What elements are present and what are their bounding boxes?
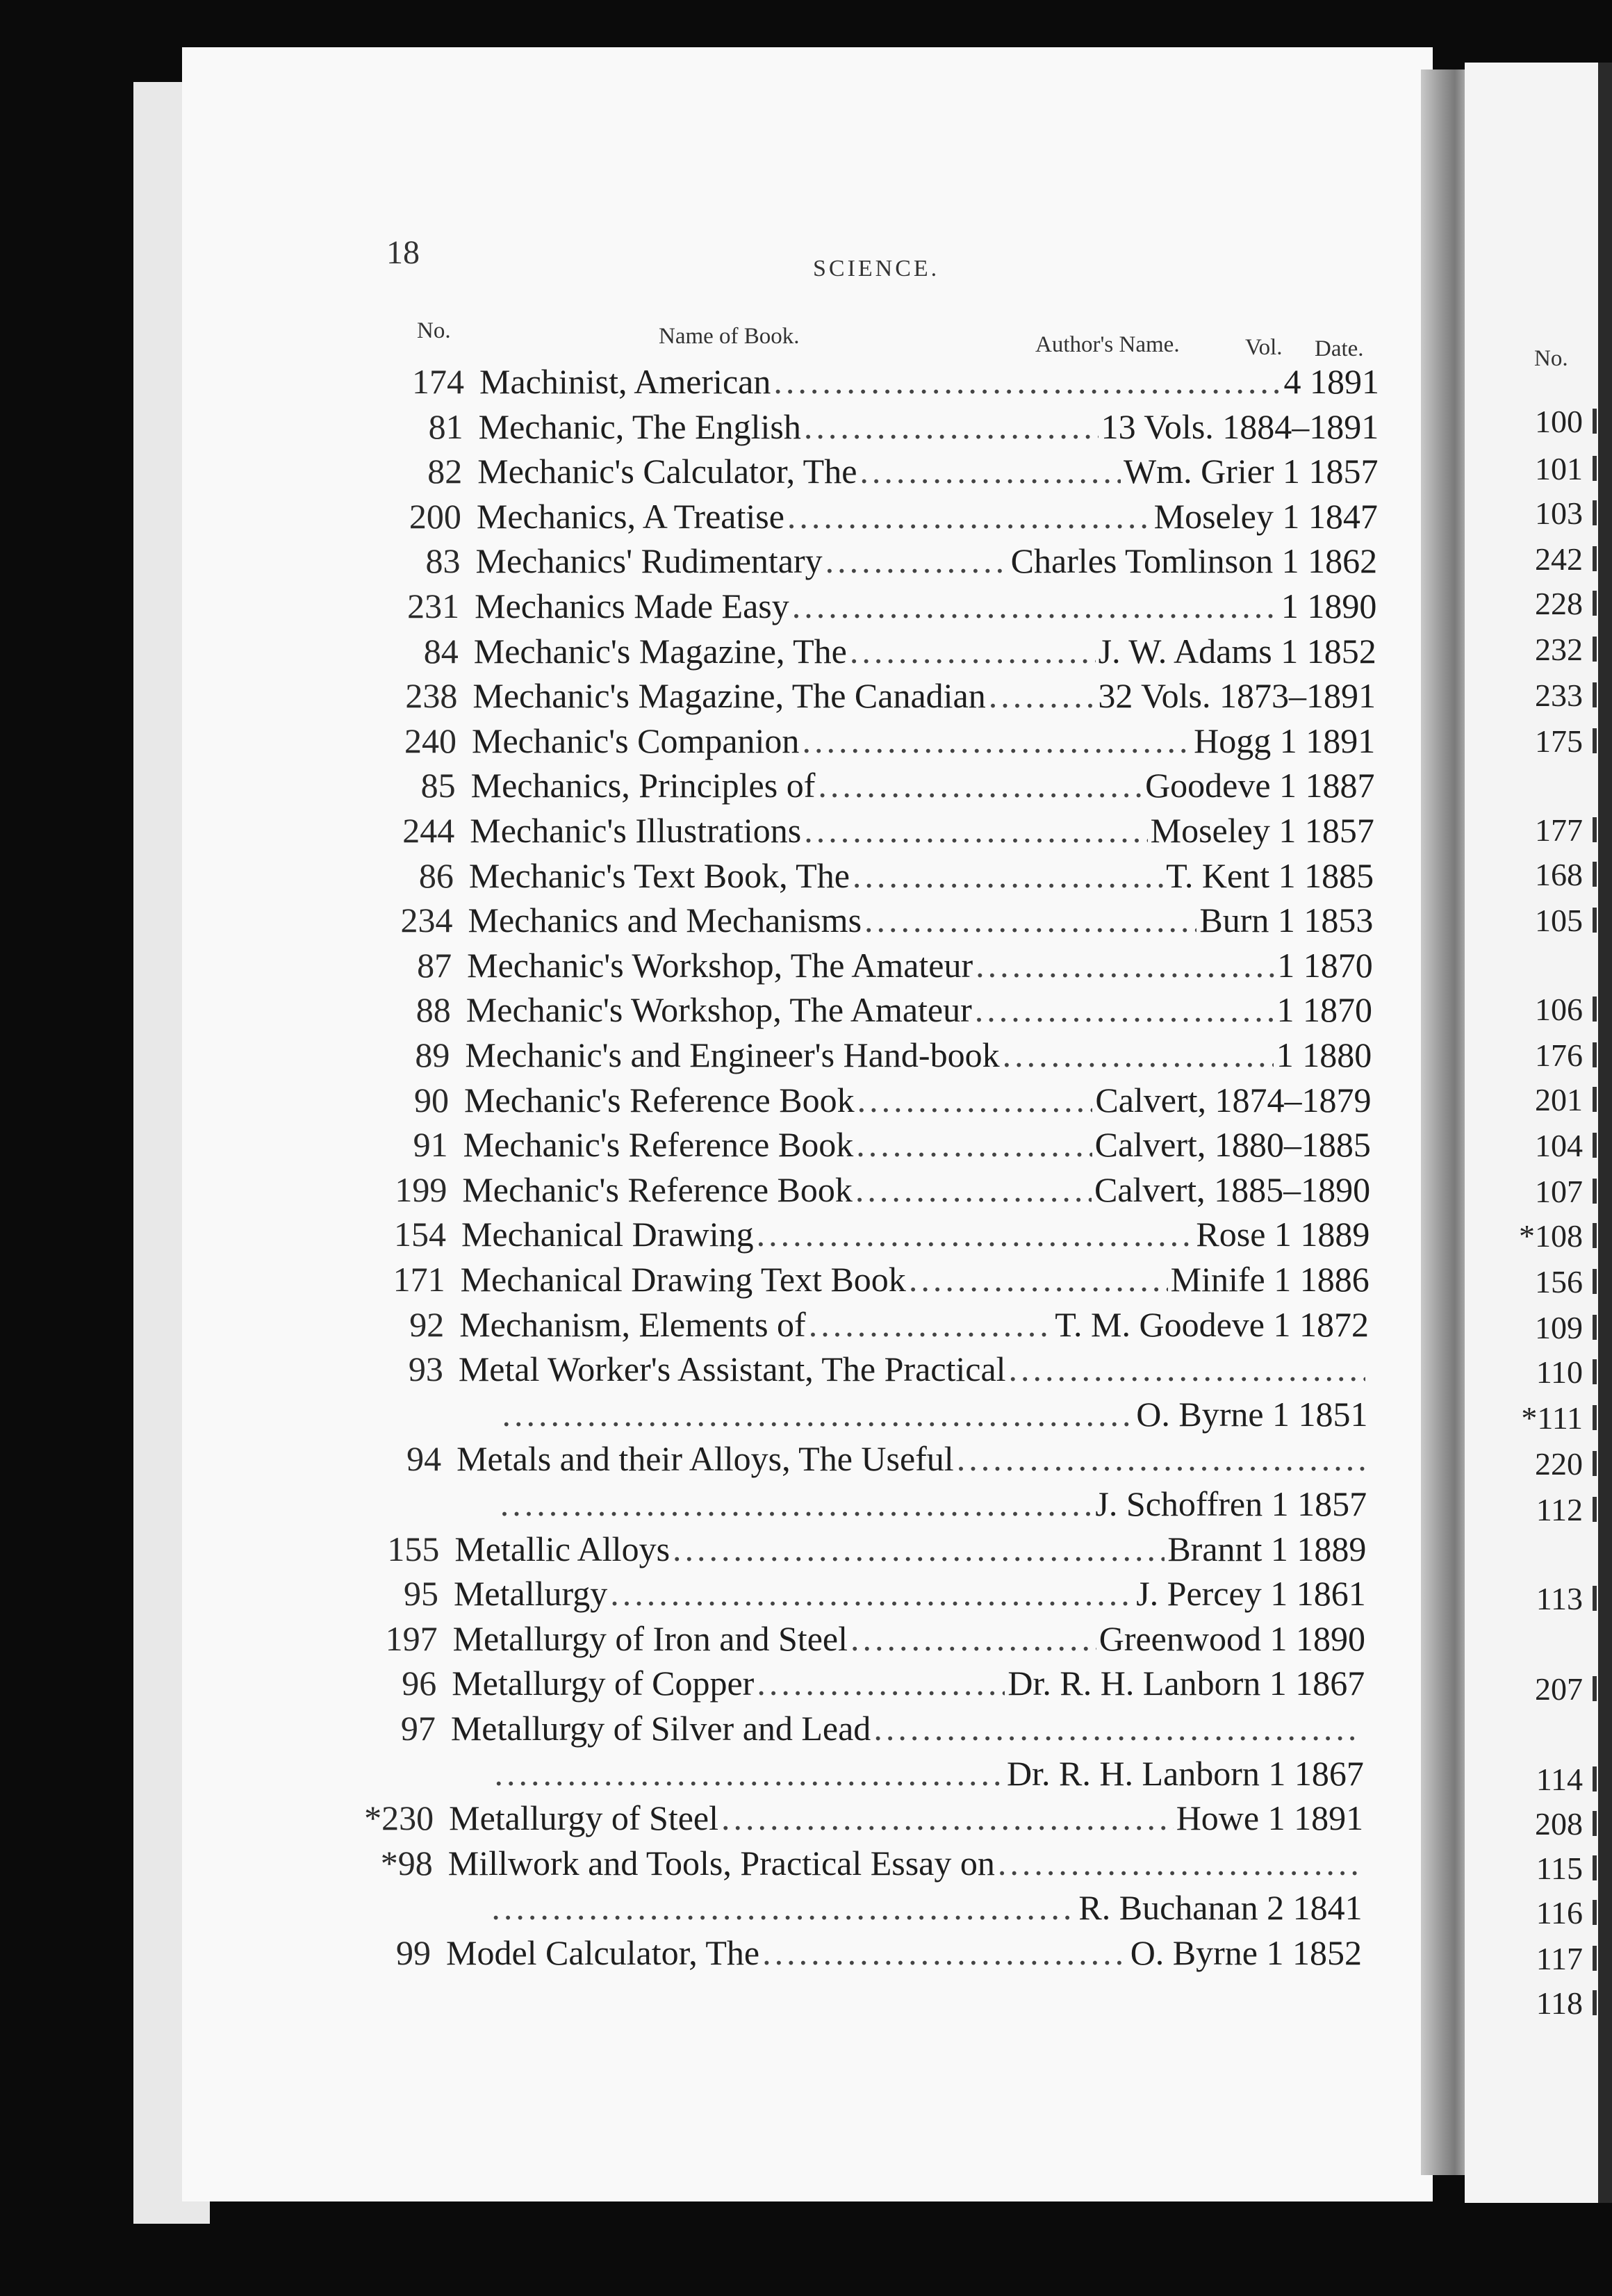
list-row [379,810,1374,855]
facing-page-entry-number: 220 [1535,1446,1583,1482]
book-title: Metallurgy of Copper [452,1664,755,1703]
entry-number: 244 [402,811,455,850]
facing-page-cropped-letter [1593,862,1597,887]
facing-page-cropped-letter [1593,500,1597,525]
dot-leader [825,541,1008,581]
entry-number: 197 [385,1618,438,1658]
list-row [386,541,1378,585]
author-vol-date: Goodeve 1 1887 [1145,766,1375,805]
list-row [381,765,1375,810]
facing-page-entry-number: *111 [1521,1400,1583,1436]
facing-page-cropped-letter [1593,908,1597,933]
facing-page-entry-number: 176 [1535,1038,1583,1073]
author-vol-date: O. Byrne 1 1851 [1136,1394,1368,1434]
facing-page-cropped-letter [1593,1451,1597,1476]
entry-number: 92 [409,1304,445,1344]
list-row [384,631,1376,675]
author-vol-date: Dr. R. H. Lanborn 1 1867 [1008,1664,1365,1703]
facing-page-cropped-letter [1593,456,1597,481]
facing-page-entry-number: 113 [1536,1581,1583,1616]
facing-page-cropped-letter [1593,409,1597,434]
author-vol-date: T. M. Goodeve 1 1872 [1055,1304,1369,1344]
entry-number: 84 [423,631,459,671]
dot-leader [856,1124,1092,1165]
entry-number: 199 [395,1170,447,1209]
book-title: Metal Worker's Assistant, The Practical [458,1350,1006,1389]
dot-leader [762,1933,1128,1973]
entry-number: 86 [418,855,454,895]
author-vol-date: Charles Tomlinson 1 1862 [1010,541,1378,581]
book-title: Mechanic's Magazine, The Canadian [472,676,986,716]
author-vol-date: T. Kent 1 1885 [1166,855,1374,895]
dot-leader [976,945,1274,985]
facing-page-cropped-letter [1593,1269,1597,1294]
dot-leader [1009,1349,1366,1389]
entry-number: 82 [427,452,463,491]
facing-page-cropped-letter [1593,1359,1597,1384]
facing-page-column-header: No. [1534,346,1568,371]
author-vol-date: Dr. R. H. Lanborn 1 1867 [1007,1753,1364,1793]
dot-leader [502,1394,1133,1434]
entry-number: 95 [403,1574,438,1614]
dot-leader [1003,1035,1274,1075]
author-vol-date: J. W. Adams 1 1852 [1098,631,1376,671]
facing-page-entry-number: 233 [1535,678,1583,713]
facing-page-cropped-letter [1593,1087,1597,1112]
entry-number: 87 [417,945,452,985]
list-row [361,1708,1365,1753]
facing-page-entry-number: 104 [1535,1128,1583,1163]
facing-page-entry-number: 106 [1535,992,1583,1027]
list-row [379,855,1374,900]
book-title: Metallurgy of Steel [449,1798,718,1838]
facing-page-entry-number: 116 [1536,1895,1583,1930]
dot-leader [857,1080,1093,1120]
list-row [381,721,1375,765]
entry-number: 83 [425,541,461,581]
book-title: Mechanic's Calculator, The [477,452,857,491]
dot-leader [757,1663,1005,1703]
facing-page-cropped-letter [1593,1990,1597,2015]
entry-number: 154 [393,1215,446,1254]
dot-leader [721,1798,1174,1838]
facing-page-entry-number: 242 [1535,541,1583,577]
book-title: Millwork and Tools, Practical Essay on [447,1843,995,1883]
entry-number: 94 [406,1439,442,1479]
list-row [382,675,1376,720]
facing-page-entry-number: 208 [1535,1806,1583,1842]
section-title: SCIENCE. [813,256,940,281]
dot-leader [998,1843,1360,1883]
book-title: Metals and their Alloys, The Useful [457,1439,954,1479]
facing-page-cropped-letter [1593,1042,1597,1067]
author-vol-date: Moseley 1 1857 [1150,811,1374,850]
list-row [388,407,1379,451]
author-vol-date: J. Schoffren 1 1857 [1095,1484,1367,1523]
facing-page-entry-number: 201 [1535,1082,1583,1117]
facing-page-entry-number: 107 [1535,1174,1583,1209]
facing-page-entry-number: 175 [1535,723,1583,759]
facing-page-cropped-letter [1593,817,1597,842]
book-title: Mechanic's Workshop, The Amateur [466,990,972,1030]
book-title: Metallic Alloys [454,1529,671,1568]
facing-page-entry-number: 228 [1535,586,1583,621]
dot-leader [804,810,1147,851]
list-row [359,1798,1363,1842]
entry-number: 93 [408,1350,443,1389]
author-vol-date: J. Percey 1 1861 [1136,1574,1366,1614]
facing-page-cropped-letter [1593,728,1597,753]
entry-number: *230 [364,1798,434,1838]
author-vol-date: Minife 1 1886 [1170,1260,1370,1299]
author-vol-date: R. Buchanan 2 1841 [1078,1888,1363,1928]
dot-leader [860,451,1121,491]
list-row [377,945,1373,990]
dot-leader [491,1887,1076,1928]
book-title: Mechanics Made Easy [475,587,789,625]
entry-number: 234 [400,901,453,940]
list-row [378,900,1374,944]
entry-number: 171 [393,1260,445,1299]
facing-page-entry-number: 168 [1535,857,1583,892]
list-row [371,1214,1370,1258]
facing-page-cropped-letter [1593,546,1597,571]
list-row [365,1484,1367,1528]
book-title: Mechanic's Magazine, The [473,631,847,671]
dot-leader [855,1170,1092,1210]
author-vol-date: 1 1880 [1276,1035,1372,1074]
entry-number: 90 [414,1080,450,1120]
author-vol-date: 1 1890 [1281,587,1377,625]
dot-leader [850,631,1096,671]
list-row [368,1349,1368,1393]
author-vol-date: 32 Vols. 1873–1891 [1098,676,1376,716]
book-title: Mechanic's Illustrations [470,811,802,850]
facing-page-cropped-letter [1593,997,1597,1022]
facing-page-entry-number: 115 [1536,1851,1583,1886]
list-row [370,1259,1370,1304]
author-vol-date: Rose 1 1889 [1196,1215,1370,1254]
author-vol-date: 1 1870 [1277,945,1373,985]
book-title: Mechanic, The English [478,407,801,446]
list-row [356,1887,1362,1932]
book-title: Metallurgy of Iron and Steel [452,1618,848,1658]
list-row [372,1170,1370,1214]
page-number: 18 [386,234,420,271]
book-title: Mechanic's and Engineer's Hand-book [465,1035,1000,1074]
list-row [375,1035,1372,1079]
entry-number: 96 [402,1664,437,1703]
facing-page-entry-number: 177 [1535,812,1583,848]
entry-number: 88 [416,990,451,1030]
entry-number: 91 [413,1125,448,1165]
author-vol-date: Howe 1 1891 [1176,1798,1364,1838]
book-title: Mechanics' Rudimentary [475,541,823,581]
author-vol-date: Greenwood 1 1890 [1099,1618,1365,1658]
facing-page-entry-number: *108 [1519,1218,1583,1254]
book-title: Mechanic's Workshop, The Amateur [467,945,973,985]
facing-page-cropped-letter [1593,1223,1597,1248]
facing-page-cropped-letter [1593,1497,1597,1522]
book-title: Mechanical Drawing [461,1215,754,1254]
list-row [389,361,1379,406]
facing-page-entry-number: 101 [1535,451,1583,486]
book-title: Mechanical Drawing Text Book [460,1260,906,1299]
dot-leader [853,855,1163,896]
facing-page-cropped-letter [1593,1766,1597,1791]
entry-number: 174 [412,362,464,401]
list-row [369,1304,1369,1349]
column-header-author: Author's Name. [1035,332,1180,357]
list-row [367,1394,1367,1438]
entry-number: 200 [409,496,461,536]
dot-leader [989,675,1096,716]
list-row [363,1573,1366,1618]
facing-page-cropped-letter [1593,682,1597,707]
entry-number: 238 [405,676,458,716]
facing-page-cropped-letter [1593,1946,1597,1971]
book-title: Metallurgy [453,1574,608,1614]
facing-page-entry-number: 156 [1535,1264,1583,1299]
entry-number: 97 [400,1709,436,1748]
list-row [366,1438,1367,1483]
dot-leader [787,496,1151,536]
book-title: Mechanics and Mechanisms [468,901,862,940]
dot-leader [757,1214,1194,1254]
list-row [359,1753,1363,1798]
list-row [376,990,1372,1034]
author-vol-date: 1 1870 [1276,990,1372,1030]
list-row [386,496,1378,541]
book-title: Mechanics, Principles of [470,766,816,805]
author-vol-date: 13 Vols. 1884–1891 [1101,407,1379,446]
facing-page-entry-number: 114 [1536,1762,1583,1797]
book-title: Machinist, American [479,362,771,401]
facing-page-entry-number: 118 [1536,1985,1583,2021]
facing-page-cropped-letter [1593,1811,1597,1836]
facing-page-cropped-letter [1593,591,1597,616]
facing-page-cropped-letter [1593,1900,1597,1925]
author-vol-date: O. Byrne 1 1852 [1130,1933,1362,1972]
list-row [356,1933,1362,1977]
author-vol-date: 4 1891 [1283,362,1379,401]
book-title: Mechanism, Elements of [459,1304,806,1344]
facing-page-cropped-letter [1593,637,1597,662]
dot-leader [792,586,1278,626]
facing-page-entry-number: 105 [1535,903,1583,938]
column-header-name: Name of Book. [659,324,800,349]
dot-leader [864,900,1196,940]
list-row [363,1618,1365,1663]
entry-number: 89 [415,1035,450,1074]
list-row [361,1663,1365,1707]
book-title: Mechanics, A Treatise [476,496,784,536]
facing-page-cropped-letter [1593,1586,1597,1611]
dot-leader [500,1484,1093,1524]
dot-leader [673,1529,1165,1569]
facing-page-cropped-letter [1593,1676,1597,1701]
entry-number: 240 [404,721,457,760]
author-vol-date: Hogg 1 1891 [1194,721,1376,760]
dot-leader [957,1438,1365,1479]
dot-leader [773,361,1281,402]
entry-number: 231 [407,587,460,625]
facing-page-entry-number: 109 [1535,1310,1583,1345]
book-title: Mechanic's Companion [472,721,800,760]
entry-number: 81 [428,407,463,446]
list-row [358,1843,1363,1887]
list-row [364,1529,1366,1573]
list-row [373,1124,1371,1169]
author-vol-date: Burn 1 1853 [1199,901,1374,940]
dot-leader [610,1573,1133,1614]
facing-page-cropped-letter [1593,1133,1597,1158]
facing-page-entry-number: 232 [1535,632,1583,667]
author-vol-date: Calvert, 1885–1890 [1094,1170,1371,1209]
facing-page-entry-number: 117 [1536,1941,1583,1976]
author-vol-date: Calvert, 1874–1879 [1095,1080,1372,1120]
dot-leader [804,407,1099,447]
facing-page-entry-number: 110 [1536,1354,1583,1390]
entry-number: 155 [387,1529,440,1568]
entry-number: *98 [380,1843,433,1883]
author-vol-date: Calvert, 1880–1885 [1094,1125,1371,1165]
entry-number: 99 [396,1933,431,1972]
book-title: Metallurgy of Silver and Lead [450,1709,871,1748]
dot-leader [873,1708,1361,1748]
entry-number: 85 [420,766,456,805]
column-header-date: Date. [1315,336,1364,361]
author-vol-date: Wm. Grier 1 1857 [1123,452,1379,491]
facing-page-entry-number: 100 [1535,404,1583,439]
facing-page-cropped-letter [1593,1179,1597,1204]
facing-page-cropped-letter [1593,1405,1597,1430]
book-title: Mechanic's Text Book, The [468,855,850,895]
book-title: Mechanic's Reference Book [463,1125,854,1165]
column-header-no: No. [417,318,451,343]
list-row [387,451,1378,495]
author-vol-date: Moseley 1 1847 [1153,496,1378,536]
dot-leader [818,765,1142,805]
dot-leader [802,721,1191,761]
facing-page-cropped-letter [1593,1315,1597,1340]
book-title: Mechanic's Reference Book [464,1080,855,1120]
book-title: Model Calculator, The [446,1933,760,1972]
facing-page-entry-number: 207 [1535,1671,1583,1707]
dot-leader [909,1259,1168,1299]
facing-page-entry-number: 112 [1536,1492,1583,1527]
dot-leader [494,1753,1004,1794]
list-row [384,586,1376,630]
dot-leader [850,1618,1096,1659]
dot-leader [809,1304,1053,1345]
facing-page-cropped-letter [1593,1855,1597,1880]
dot-leader [975,990,1274,1030]
column-header-vol: Vol. [1245,335,1283,360]
book-title: Mechanic's Reference Book [462,1170,853,1209]
list-row [374,1080,1372,1124]
author-vol-date: Brannt 1 1889 [1167,1529,1367,1568]
facing-page-entry-number: 103 [1535,495,1583,531]
